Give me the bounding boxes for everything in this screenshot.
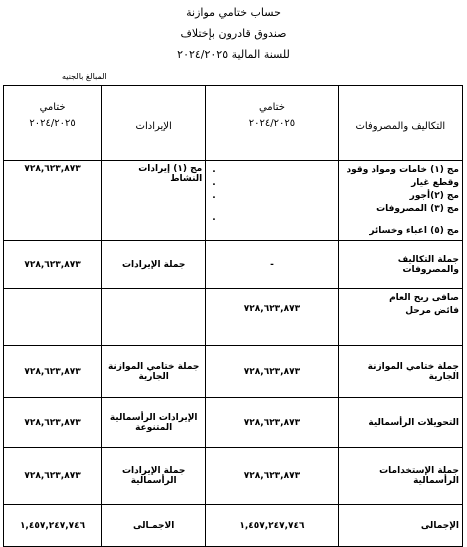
table-header-row xyxy=(4,86,463,161)
empty-cell xyxy=(4,289,102,346)
report-title: حساب ختامي موازنة xyxy=(186,6,281,19)
amounts-currency-note: المبالغ بالجنيه xyxy=(62,72,107,81)
expense-item-value: . xyxy=(212,191,216,201)
expense-item-value: . xyxy=(212,165,216,175)
total-revenues-label: جملة الإيرادات xyxy=(102,241,206,289)
capital-transfers-label: التحويلات الرأسمالية xyxy=(338,398,462,448)
net-profit-label: صافى ربح العام xyxy=(389,293,459,303)
fund-name: صندوق قادرون بإختلاف xyxy=(180,27,287,40)
fiscal-year: للسنة المالية ٢٠٢٤/٢٠٢٥ xyxy=(177,48,290,61)
table-row-totals xyxy=(4,241,463,289)
header-revenues: الإيرادات xyxy=(102,86,206,161)
expense-item-value: . xyxy=(212,178,216,188)
budget-total-revenues-value: ٧٢٨,٦٢٣,٨٧٣ xyxy=(4,346,102,398)
header-revenues-final: ختامي xyxy=(39,102,66,113)
table-row-budget-total xyxy=(4,346,463,398)
budget-total-expenses-value: ٧٢٨,٦٢٣,٨٧٣ xyxy=(206,346,338,398)
empty-cell xyxy=(102,289,206,346)
header-revenues-year-value: ٢٠٢٤/٢٠٢٥ xyxy=(29,118,76,129)
expense-item: مج (٥) اعباء وخسائر xyxy=(369,226,459,236)
capital-revenues-value: ٧٢٨,٦٢٣,٨٧٣ xyxy=(4,448,102,505)
revenue-item-value: ٧٢٨,٦٢٣,٨٧٣ xyxy=(4,161,102,241)
expense-items xyxy=(338,161,462,241)
budget-total-expenses-label: جملة ختامي الموازنة الجارية xyxy=(338,346,462,398)
misc-capital-revenues-label: الإيرادات الرأسمالية المتنوعة xyxy=(102,398,206,448)
carried-surplus-value: ٧٢٨,٦٢٣,٨٧٣ xyxy=(206,289,338,346)
header-revenues-year xyxy=(4,86,102,161)
table-row-capital-totals xyxy=(4,448,463,505)
table-row-items xyxy=(4,161,463,241)
header-expenses: التكاليف والمصروفات xyxy=(338,86,462,161)
budget-total-revenues-label: جملة ختامي الموازنة الجارية xyxy=(102,346,206,398)
table-row-surplus xyxy=(4,289,463,346)
total-revenues-value: ٧٢٨,٦٢٣,٨٧٣ xyxy=(4,241,102,289)
expense-item: مج (٢)أجور xyxy=(409,191,459,201)
expense-item: مج (١) خامات ومواد وقود وقطع غيار xyxy=(346,165,459,188)
table-row-capital xyxy=(4,398,463,448)
capital-uses-value: ٧٢٨,٦٢٣,٨٧٣ xyxy=(206,448,338,505)
grand-total-revenues-label: الاجمـالى xyxy=(102,505,206,547)
capital-transfers-value: ٧٢٨,٦٢٣,٨٧٣ xyxy=(206,398,338,448)
expense-item: مج (٣) المصروفات xyxy=(376,204,459,214)
total-expenses-label: جملة التكاليف والمصروفات xyxy=(338,241,462,289)
header-expenses-year xyxy=(206,86,338,161)
grand-total-expenses-value: ١,٤٥٧,٢٤٧,٧٤٦ xyxy=(206,505,338,547)
total-expenses-value: - xyxy=(206,241,338,289)
surplus-labels xyxy=(338,289,462,346)
budget-final-account-table xyxy=(3,85,463,547)
header-expenses-year-value: ٢٠٢٤/٢٠٢٥ xyxy=(248,118,296,129)
header-expenses-final: ختامي xyxy=(258,102,285,113)
expense-item-value: . xyxy=(212,213,216,223)
expense-item-values xyxy=(206,161,338,241)
capital-uses-label: جملة الإستخدامات الرأسمالية xyxy=(338,448,462,505)
grand-total-expenses-label: الإجمالى xyxy=(338,505,462,547)
misc-capital-revenues-value: ٧٢٨,٦٢٣,٨٧٣ xyxy=(4,398,102,448)
carried-surplus-label: فائض مرحل xyxy=(405,306,459,316)
grand-total-revenues-value: ١,٤٥٧,٢٤٧,٧٤٦ xyxy=(4,505,102,547)
capital-revenues-label: جملة الإيرادات الرأسمالية xyxy=(102,448,206,505)
table-row-grand-total xyxy=(4,505,463,547)
revenue-item: مج (١) إيرادات النشاط xyxy=(102,161,206,241)
